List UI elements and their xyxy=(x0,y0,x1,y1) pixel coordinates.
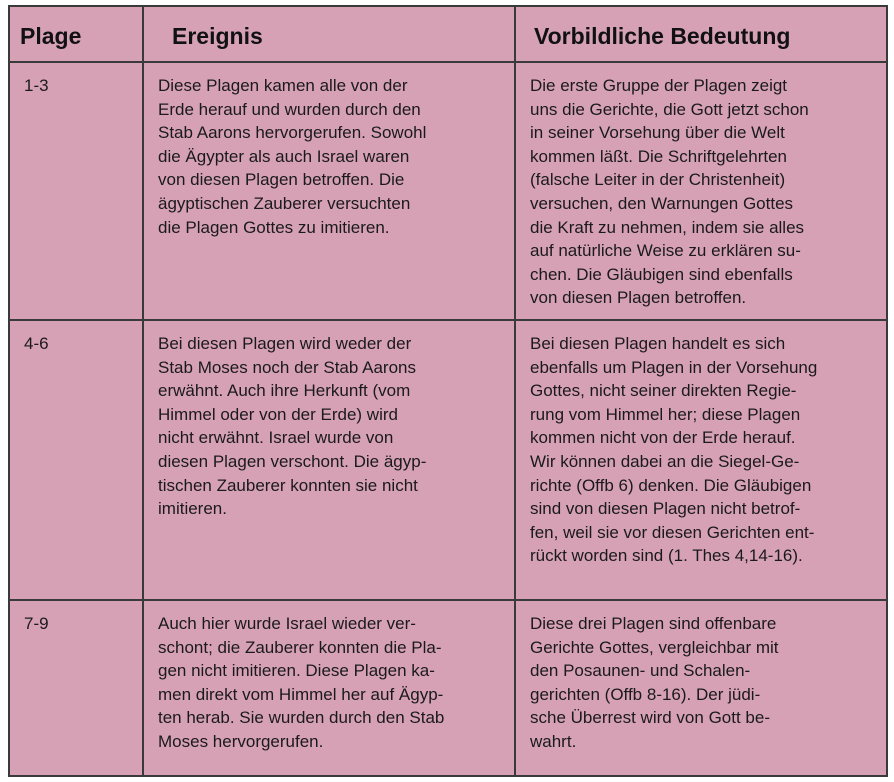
table-header xyxy=(9,6,887,62)
cell-ereignis xyxy=(143,62,515,320)
plagues-table xyxy=(8,5,888,777)
ereignis-text: Bei diesen Plagen wird weder der Stab Moses noch der Stab Aarons erwähnt. Auch ihre Herkunft (vom Himmel oder von der Erde) wird nicht erwähnt. Israel wurde von diesen Plagen verschont. Die ägyp- tischen Zauberer konnten sie nicht imitieren. xyxy=(158,334,427,519)
cell-bedeutung xyxy=(515,600,887,776)
table-row xyxy=(9,600,887,776)
cell-bedeutung xyxy=(515,320,887,600)
cell-ereignis xyxy=(143,320,515,600)
table-row xyxy=(9,62,887,320)
cell-bedeutung xyxy=(515,62,887,320)
header-plage: Plage xyxy=(9,6,143,62)
table-row xyxy=(9,320,887,600)
bedeutung-text: Die erste Gruppe der Plagen zeigt uns die Gerichte, die Gott jetzt schon in seiner Vorsehung über die Welt kommen läßt. Die Schriftgelehrten (falsche Leiter in der Christenheit) versuchen, den Warnungen Gottes die Kraft zu nehmen, indem sie alles auf natürliche Weise zu erklären su- chen. Die Gläubigen sind ebenfalls von diesen Plagen betroffen. xyxy=(530,76,809,308)
header-ereignis: Ereignis xyxy=(143,6,515,62)
plage-number: 7-9 xyxy=(24,614,49,633)
ereignis-text: Auch hier wurde Israel wieder ver- schont; die Zauberer konnten die Pla- gen nicht imitieren. Diese Plagen ka- men direkt vom Himmel her auf Ägyp- ten herab. Sie wurden durch den Stab Moses hervorgerufen. xyxy=(158,614,445,751)
header-bedeutung: Vorbildliche Bedeutung xyxy=(515,6,887,62)
plage-number: 1-3 xyxy=(24,76,49,95)
table-body xyxy=(9,62,887,776)
cell-plage xyxy=(9,320,143,600)
cell-plage xyxy=(9,62,143,320)
plage-number: 4-6 xyxy=(24,334,49,353)
header-row xyxy=(9,6,887,62)
ereignis-text: Diese Plagen kamen alle von der Erde herauf und wurden durch den Stab Aarons hervorgerufen. Sowohl die Ägypter als auch Israel waren von diesen Plagen betroffen. Die ägyptischen Zauberer versuchten die Plagen Gottes zu imitieren. xyxy=(158,76,427,237)
bedeutung-text: Diese drei Plagen sind offenbare Gerichte Gottes, vergleichbar mit den Posaunen- und Schalen- gerichten (Offb 8-16). Der jüdi- sche Überrest wird von Gott be- wahrt. xyxy=(530,614,779,751)
bedeutung-text: Bei diesen Plagen handelt es sich ebenfalls um Plagen in der Vorsehung Gottes, nicht seiner direkten Regie- rung vom Himmel her; diese Plagen kommen nicht von der Erde herauf. Wir können dabei an die Siegel-Ge- richte (Offb 6) denken. Die Gläubigen sind von diesen Plagen nicht betrof- fen, weil sie vor diesen Gerichten ent- rückt worden sind (1. Thes 4,14-16). xyxy=(530,334,818,566)
cell-plage xyxy=(9,600,143,776)
cell-ereignis xyxy=(143,600,515,776)
